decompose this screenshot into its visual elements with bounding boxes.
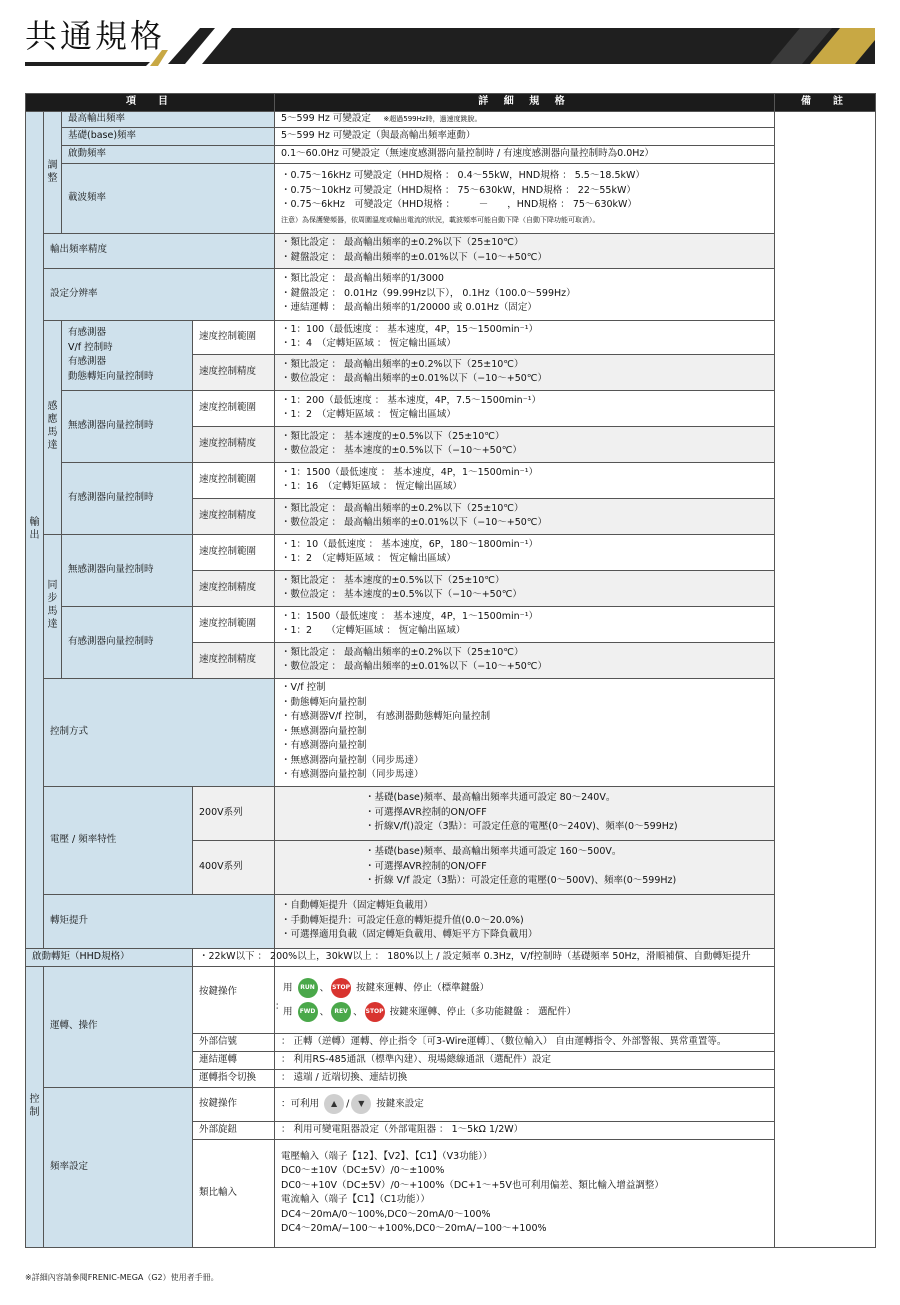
- label-speed-range: 速度控制範圍: [193, 320, 275, 354]
- label-link-operation: 連結運轉: [193, 1051, 275, 1069]
- up-arrow-icon: ▲: [324, 1094, 344, 1114]
- value-key-freq: ：可利用 ▲ / ▼ 按鍵來設定: [275, 1087, 775, 1121]
- stop-button-icon: STOP: [365, 1002, 385, 1022]
- label-speed-range: 速度控制範圍: [193, 390, 275, 426]
- run-button-icon: RUN: [298, 978, 318, 998]
- label-base-freq: 基礎(base)頻率: [62, 127, 275, 145]
- table-row: [26, 1087, 876, 1121]
- label-freq-accuracy: 輸出頻率精度: [44, 233, 275, 268]
- label-im-c: 有感測器向量控制時: [62, 462, 193, 534]
- value-vf-200v: ・基礎(base)頻率、最高輸出頻率共通可設定 80～240V。 ・可選擇AVR控制的ON/OFF ・折線V/f()設定（3點）：可設定任意的電壓(0～240V)、頻率(0～599Hz): [275, 786, 775, 840]
- label-freq-setting: 頻率設定: [44, 1087, 193, 1247]
- header-detail: 詳 細 規 格: [275, 94, 775, 112]
- label-ext-signal: 外部信號: [193, 1033, 275, 1051]
- table-row: [26, 320, 876, 354]
- value-im-c-acc: ・類比設定 ： 最高輸出頻率的±0.2%以下（25±10℃） ・數位設定 ： 最高輸出頻率的±0.01%以下（−10～+50℃）: [275, 498, 775, 534]
- value-im-a-acc: ・類比設定 ： 最高輸出頻率的±0.2%以下（25±10℃） ・數位設定 ： 最高輸出頻率的±0.01%以下（−10～+50℃）: [275, 354, 775, 390]
- table-row: [26, 390, 876, 426]
- table-row: [26, 966, 876, 1033]
- label-resolution: 設定分辨率: [44, 268, 275, 320]
- group-sync-motor: 同步馬達: [44, 534, 62, 678]
- group-output: 輸出: [26, 112, 44, 949]
- value-resolution: ・類比設定 ： 最高輸出頻率的1/3000 ・鍵盤設定 ： 0.01Hz（99.99Hz以下）， 0.1Hz（100.0～599Hz） ・連結運轉 ： 最高輸出頻率的1/20000 或 0.01Hz（固定）: [275, 268, 775, 320]
- table-row: [26, 534, 876, 570]
- value-ext-knob: ： 利用可變電阻器設定（外部電阻器 ： 1～5kΩ 1/2W）: [275, 1121, 775, 1139]
- value-im-b-acc: ・類比設定 ： 基本速度的±0.5%以下（25±10℃） ・數位設定 ： 基本速度的±0.5%以下（−10～+50℃）: [275, 426, 775, 462]
- fwd-button-icon: FWD: [298, 1002, 318, 1022]
- label-speed-accuracy: 速度控制精度: [193, 498, 275, 534]
- label-operation: 運轉、操作: [44, 966, 193, 1087]
- page-title: 共通規格: [25, 17, 166, 55]
- value-command-switch: ： 遠端 / 近端切換、連結切換: [275, 1069, 775, 1087]
- value-base-freq: 5～599 Hz 可變設定（與最高輸出頻率連動）: [275, 127, 775, 145]
- value-sm-b-range: ・1：1500（最低速度 ： 基本速度，4P，1～1500min⁻¹） ・1：2 （定轉矩區域 ： 恆定輸出區域）: [275, 606, 775, 642]
- label-analog-input: 類比輸入: [193, 1139, 275, 1247]
- value-carrier-freq: ・0.75～16kHz 可變設定（HHD規格 ： 0.4～55kW，HND規格 ： 5.5～18.5kW） ・0.75～10kHz 可變設定（HHD規格 ： 75～630kW，HND規格 ： 22～55kW） ・0.75～6kHz 可變設定（HHD規格 ： － ，HND規格 ： 75～630kW） 注意）為保護變頻器，依周圍溫度或輸出電流的狀況，載波頻率可能自動下降（自動下降功能可取消）。: [275, 163, 775, 233]
- value-freq-accuracy: ・類比設定 ： 最高輸出頻率的±0.2%以下（25±10℃） ・鍵盤設定 ： 最高輸出頻率的±0.01%以下（−10～+50℃）: [275, 233, 775, 268]
- remark-column: [775, 112, 876, 1248]
- value-im-a-range: ・1：100（最低速度 ： 基本速度，4P，15～1500min⁻¹） ・1：4 （定轉矩區域 ： 恆定輸出區域）: [275, 320, 775, 354]
- table-row: [26, 678, 876, 786]
- value-start-freq: 0.1～60.0Hz 可變設定（無速度感測器向量控制時 / 有速度感測器向量控制時為0.0Hz）: [275, 145, 775, 163]
- label-speed-accuracy: 速度控制精度: [193, 354, 275, 390]
- label-speed-accuracy: 速度控制精度: [193, 642, 275, 678]
- label-200v-series: 200V系列: [193, 786, 275, 840]
- table-row: [26, 606, 876, 642]
- group-adjust: 調整: [44, 112, 62, 234]
- label-max-freq: 最高輸出頻率: [62, 112, 275, 128]
- label-sm-a: 無感測器向量控制時: [62, 534, 193, 606]
- label-speed-accuracy: 速度控制精度: [193, 570, 275, 606]
- table-row: [26, 268, 876, 320]
- header-item: 項 目: [26, 94, 275, 112]
- value-sm-a-range: ・1：10（最低速度 ： 基本速度，6P，180～1800min⁻¹） ・1：2 （定轉矩區域 ： 恆定輸出區域）: [275, 534, 775, 570]
- spec-table: [25, 93, 876, 1248]
- label-key-freq: 按鍵操作: [193, 1087, 275, 1121]
- stop-button-icon: STOP: [331, 978, 351, 998]
- table-row: [26, 163, 876, 233]
- value-analog-input: 電壓輸入（端子【12】、【V2】、【C1】（V3功能）） DC0～±10V（DC±5V）/0～±100% DC0～+10V（DC±5V）/0～+100%（DC+1～+5V也可利用偏差、類比輸入增益調整） 電流輸入（端子【C1】（C1功能）） DC4～20mA/0～100%,DC0～20mA/0～100% DC4～20mA/−100～+100%,DC0～20mA/−100～+100%: [275, 1139, 775, 1247]
- label-speed-range: 速度控制範圍: [193, 462, 275, 498]
- value-max-freq: 5～599 Hz 可變設定 ※超過599Hz時，過速度跳脫。: [275, 112, 775, 128]
- footer-note: ※詳細內容請參閱FRENIC-MEGA（G2）使用者手冊。: [25, 1273, 219, 1282]
- table-header-row: [26, 94, 876, 112]
- label-key-operation: 按鍵操作 ：: [193, 966, 275, 1033]
- table-row: [26, 894, 876, 948]
- label-carrier-freq: 載波頻率: [62, 163, 275, 233]
- header-remark: 備 註: [775, 94, 876, 112]
- value-sm-a-acc: ・類比設定 ： 基本速度的±0.5%以下（25±10℃） ・數位設定 ： 基本速度的±0.5%以下（−10～+50℃）: [275, 570, 775, 606]
- value-vf-400v: ・基礎(base)頻率、最高輸出頻率共通可設定 160～500V。 ・可選擇AVR控制的ON/OFF ・折線 V/f 設定（3點）：可設定任意的電壓(0～500V)、頻率(0～599Hz): [275, 840, 775, 894]
- group-induction-motor: 感應馬達: [44, 320, 62, 534]
- table-row: [26, 462, 876, 498]
- label-command-switch: 運轉指令切換: [193, 1069, 275, 1087]
- label-im-b: 無感測器向量控制時: [62, 390, 193, 462]
- value-im-b-range: ・1：200（最低速度 ： 基本速度，4P，7.5～1500min⁻¹） ・1：2 （定轉矩區域 ： 恆定輸出區域）: [275, 390, 775, 426]
- label-start-freq: 啟動頻率: [62, 145, 275, 163]
- value-control-method: ・V/f 控制 ・動態轉矩向量控制 ・有感測器V/f 控制， 有感測器動態轉矩向量控制 ・無感測器向量控制 ・有感測器向量控制 ・無感測器向量控制（同步馬達） ・有感測器向量控制（同步馬達）: [275, 678, 775, 786]
- down-arrow-icon: ▼: [351, 1094, 371, 1114]
- table-row: [26, 112, 876, 128]
- value-start-torque: ・22kW以下 ： 200%以上，30kW以上 ： 180%以上 / 設定頻率 0.3Hz，V/f控制時（基礎頻率 50Hz，滑順補償、自動轉矩提升: [193, 948, 275, 966]
- label-im-a: 有感測器 V/f 控制時 有感測器 動態轉矩向量控制時: [62, 320, 193, 390]
- value-sm-b-acc: ・類比設定 ： 最高輸出頻率的±0.2%以下（25±10℃） ・數位設定 ： 最高輸出頻率的±0.01%以下（−10～+50℃）: [275, 642, 775, 678]
- label-control-method: 控制方式: [44, 678, 275, 786]
- label-400v-series: 400V系列: [193, 840, 275, 894]
- value-im-c-range: ・1：1500（最低速度 ： 基本速度，4P，1～1500min⁻¹） ・1：16 （定轉矩區域 ： 恆定輸出區域）: [275, 462, 775, 498]
- value-ext-signal: ： 正轉（逆轉）運轉、停止指令〔可3-Wire運轉〕、（數位輸入） 自由運轉指令、外部警報、異常重置等。: [275, 1033, 775, 1051]
- table-row: [26, 948, 876, 966]
- value-key-operation: 用 RUN 、 STOP 按鍵來運轉、停止（標準鍵盤） 用 FWD 、 REV 、 STOP 按鍵來運轉、停止（多功能鍵盤 ： 選配件）: [275, 966, 775, 1033]
- table-row: [26, 145, 876, 163]
- label-ext-knob: 外部旋鈕: [193, 1121, 275, 1139]
- rev-button-icon: REV: [331, 1002, 351, 1022]
- label-start-torque: 啟動轉矩（HHD規格）: [26, 948, 193, 966]
- table-row: [26, 786, 876, 840]
- label-sm-b: 有感測器向量控制時: [62, 606, 193, 678]
- value-link-operation: ： 利用RS-485通訊（標準內建）、現場總線通訊（選配件）設定: [275, 1051, 775, 1069]
- label-vf: 電壓 / 頻率特性: [44, 786, 193, 894]
- label-speed-range: 速度控制範圍: [193, 606, 275, 642]
- label-speed-range: 速度控制範圍: [193, 534, 275, 570]
- table-row: [26, 127, 876, 145]
- label-speed-accuracy: 速度控制精度: [193, 426, 275, 462]
- label-torque-boost: 轉矩提升: [44, 894, 275, 948]
- page-header: [0, 0, 900, 70]
- table-row: [26, 233, 876, 268]
- group-control: 控制: [26, 966, 44, 1247]
- value-torque-boost: ・自動轉矩提升（固定轉矩負載用） ・手動轉矩提升：可設定任意的轉矩提升值(0.0～20.0%) ・可選擇適用負載（固定轉矩負載用、轉矩平方下降負載用）: [275, 894, 775, 948]
